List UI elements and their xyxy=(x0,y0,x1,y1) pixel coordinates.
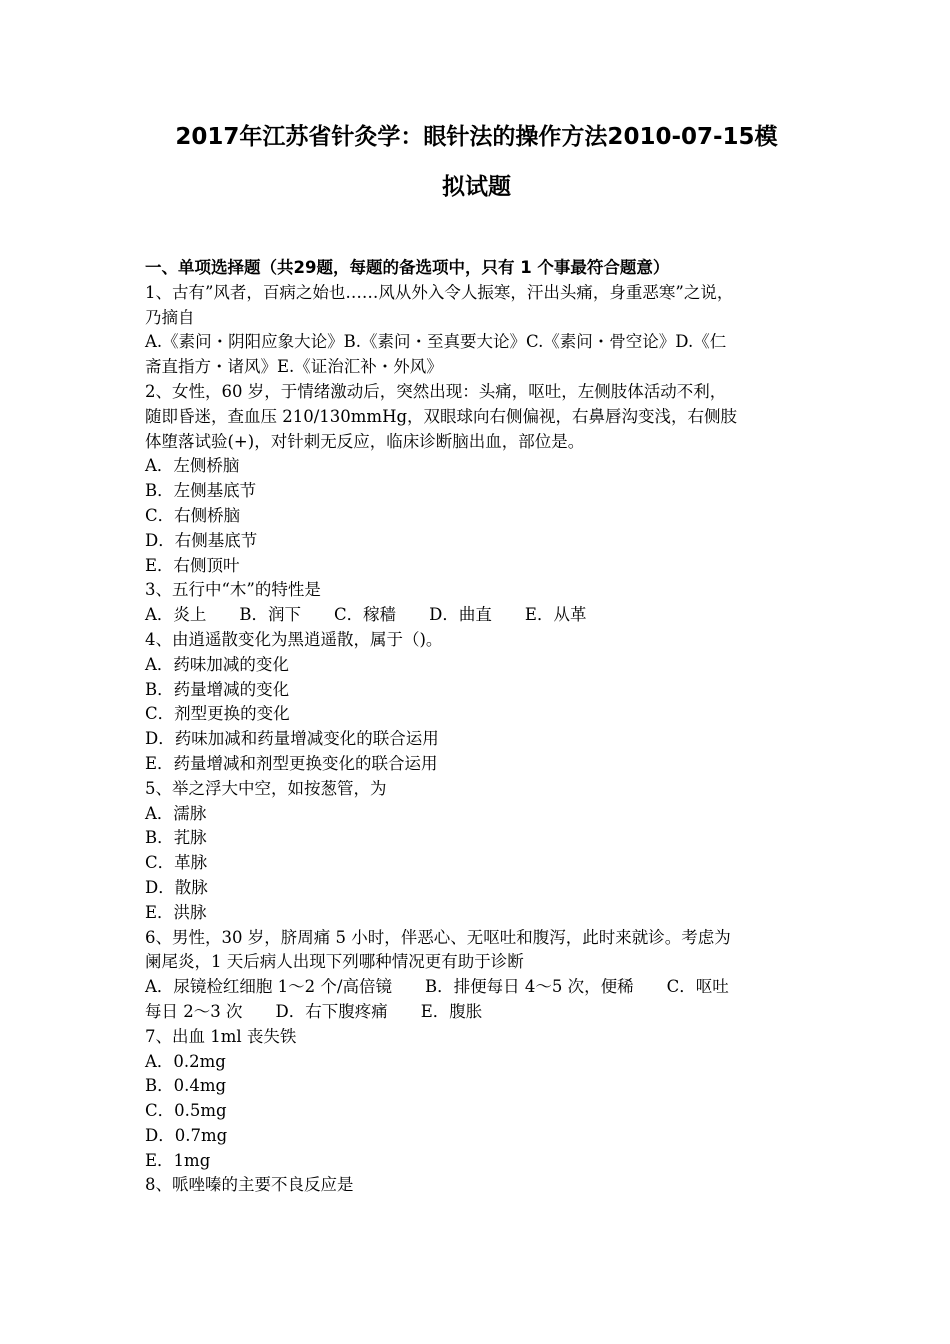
text-line: A.《素问・阴阳应象大论》B.《素问・至真要大论》C.《素问・骨空论》D.《仁 xyxy=(145,332,727,352)
text-line: 阑尾炎，1 天后病人出现下列哪种情况更有助于诊断 xyxy=(145,952,524,972)
text-line: 6、男性，30 岁，脐周痛 5 小时，伴恶心、无呕吐和腹泻，此时来就诊。考虑为 xyxy=(145,927,731,947)
text-line: 每日 2～3 次 D．右下腹疼痛 E．腹胀 xyxy=(145,1001,483,1021)
text-line: C．右侧桥脑 xyxy=(145,505,241,525)
text-line: D．药味加减和药量增减变化的联合运用 xyxy=(145,729,439,749)
text-line: D．散脉 xyxy=(145,877,208,897)
document-title xyxy=(145,112,808,212)
text-line: 斋直指方・诸风》E.《证治汇补・外风》 xyxy=(145,357,443,377)
text-line: 体堕落试验(+)，对针刺无反应，临床诊断脑出血，部位是。 xyxy=(145,431,585,451)
text-line: E．右侧顶叶 xyxy=(145,555,240,575)
text-line: B．药量增减的变化 xyxy=(145,679,290,699)
text-line: A．0.2mg xyxy=(145,1051,226,1071)
text-line: E．药量增减和剂型更换变化的联合运用 xyxy=(145,753,438,773)
text-line: 8、哌唑嗪的主要不良反应是 xyxy=(145,1175,354,1195)
text-line: A．尿镜检红细胞 1～2 个/高倍镜 B．排便每日 4～5 次，便稀 C．呕吐 xyxy=(145,977,729,997)
text-line: A．药味加减的变化 xyxy=(145,654,289,674)
text-line: A．左侧桥脑 xyxy=(145,456,240,476)
section-heading: 一、单项选择题（共29题，每题的备选项中，只有 1 个事最符合题意） xyxy=(145,258,670,277)
text-line: B．芤脉 xyxy=(145,828,207,848)
text-line: 1、古有”风者，百病之始也……风从外入令人振寒，汗出头痛，身重恶寒”之说， xyxy=(145,282,734,302)
title-line-1: 2017年江苏省针灸学：眼针法的操作方法2010-07-15模 xyxy=(175,124,778,150)
title-line-2: 拟试题 xyxy=(442,174,511,200)
text-line: E．1mg xyxy=(145,1150,211,1170)
text-line: 2、女性，60 岁，于情绪激动后，突然出现：头痛，呕吐，左侧肢体活动不利， xyxy=(145,381,727,401)
text-line: B．0.4mg xyxy=(145,1076,227,1096)
text-line: 3、五行中“木”的特性是 xyxy=(145,580,321,600)
question-body xyxy=(145,281,808,1198)
text-line: 4、由逍遥散变化为黑逍遥散，属于（)。 xyxy=(145,629,443,649)
text-line: E．洪脉 xyxy=(145,902,207,922)
text-line: A．濡脉 xyxy=(145,803,207,823)
text-line: B．左侧基底节 xyxy=(145,481,257,501)
text-line: D．右侧基底节 xyxy=(145,530,258,550)
text-line: C．剂型更换的变化 xyxy=(145,704,290,724)
text-line: C．革脉 xyxy=(145,853,208,873)
text-line: 随即昏迷，查血压 210/130mmHg，双眼球向右侧偏视，右鼻唇沟变浅，右侧肢 xyxy=(145,406,738,426)
text-line: 7、出血 1ml 丧失铁 xyxy=(145,1026,297,1046)
text-line: C．0.5mg xyxy=(145,1101,227,1121)
text-line: 5、举之浮大中空，如按葱管，为 xyxy=(145,778,387,798)
text-line: D．0.7mg xyxy=(145,1125,228,1145)
text-line: 乃摘自 xyxy=(145,307,195,327)
text-line: A．炎上 B．润下 C．稼穑 D．曲直 E．从革 xyxy=(145,605,587,625)
